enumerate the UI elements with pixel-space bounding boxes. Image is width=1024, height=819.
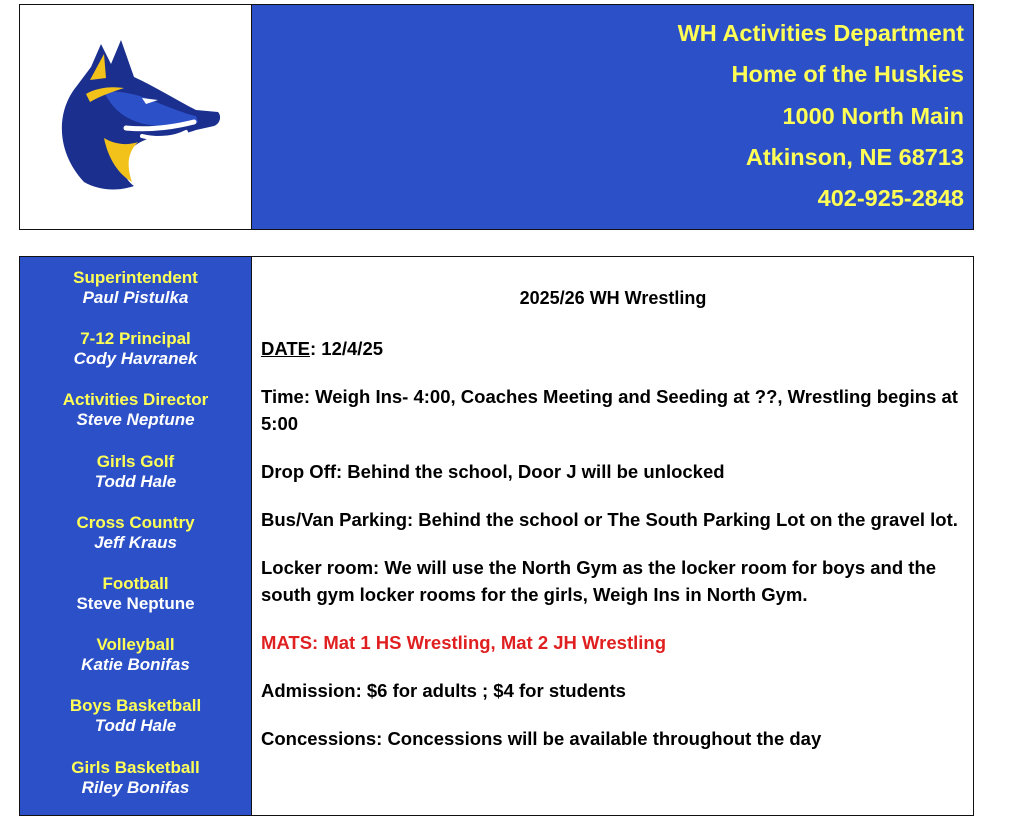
staff-role: Volleyball (96, 635, 175, 655)
event-details (252, 257, 973, 815)
staff-name: Steve Neptune (76, 410, 195, 430)
drop-off-line: Drop Off: Behind the school, Door J will be unlocked (261, 461, 725, 482)
staff-role: 7-12 Principal (80, 329, 191, 349)
date-line (261, 335, 965, 362)
staff-item (20, 452, 251, 513)
admission-line: Admission: $6 for adults ; $4 for students (261, 680, 626, 701)
staff-role: Activities Director (62, 390, 209, 410)
staff-role: Cross Country (76, 512, 195, 532)
staff-role: Girls Basketball (71, 757, 200, 777)
staff-role: Superintendent (73, 268, 198, 287)
staff-name: Cody Havranek (73, 349, 198, 369)
date-value: : 12/4/25 (310, 338, 384, 359)
parking-line: Bus/Van Parking: Behind the school or The South Parking Lot on the gravel lot. (261, 509, 958, 530)
document-title: 2025/26 WH Wrestling (519, 288, 707, 308)
staff-name: Steve Neptune (76, 593, 195, 613)
locker-room-line: Locker room: We will use the North Gym as the locker room for boys and the south gym locker rooms for the girls, Weigh Ins in North Gym. (261, 557, 937, 605)
date-label: DATE (261, 338, 310, 359)
staff-name: Jeff Kraus (94, 532, 177, 552)
staff-item (20, 635, 251, 696)
staff-role: Boys Basketball (69, 696, 202, 716)
staff-directory (20, 257, 252, 815)
staff-item (20, 513, 251, 574)
concessions-line: Concessions: Concessions will be available throughout the day (261, 728, 822, 749)
staff-role: Football (102, 573, 169, 593)
staff-name: Paul Pistulka (82, 288, 189, 307)
mats-line: MATS: Mat 1 HS Wrestling, Mat 2 JH Wrestling (261, 632, 666, 653)
logo-cell (20, 5, 252, 229)
staff-item (20, 696, 251, 757)
department-address (252, 5, 973, 229)
husky-head-icon (46, 32, 226, 202)
staff-item (20, 268, 251, 329)
city-state-zip: Atkinson, NE 68713 (745, 143, 964, 170)
phone-number: 402-925-2848 (817, 185, 964, 212)
tagline: Home of the Huskies (731, 61, 964, 88)
staff-item (20, 329, 251, 390)
staff-item (20, 390, 251, 451)
staff-item (20, 574, 251, 635)
department-name: WH Activities Department (677, 20, 964, 46)
event-sheet (19, 256, 974, 816)
street-address: 1000 North Main (782, 102, 964, 129)
letterhead (19, 4, 974, 230)
time-line: Time: Weigh Ins- 4:00, Coaches Meeting and Seeding at ??, Wrestling begins at 5:00 (261, 386, 958, 434)
staff-name: Katie Bonifas (81, 655, 190, 675)
staff-name: Todd Hale (94, 471, 177, 491)
staff-name: Todd Hale (94, 716, 177, 736)
staff-role: Girls Golf (96, 451, 175, 471)
staff-item (20, 758, 251, 819)
staff-name: Riley Bonifas (81, 777, 190, 797)
